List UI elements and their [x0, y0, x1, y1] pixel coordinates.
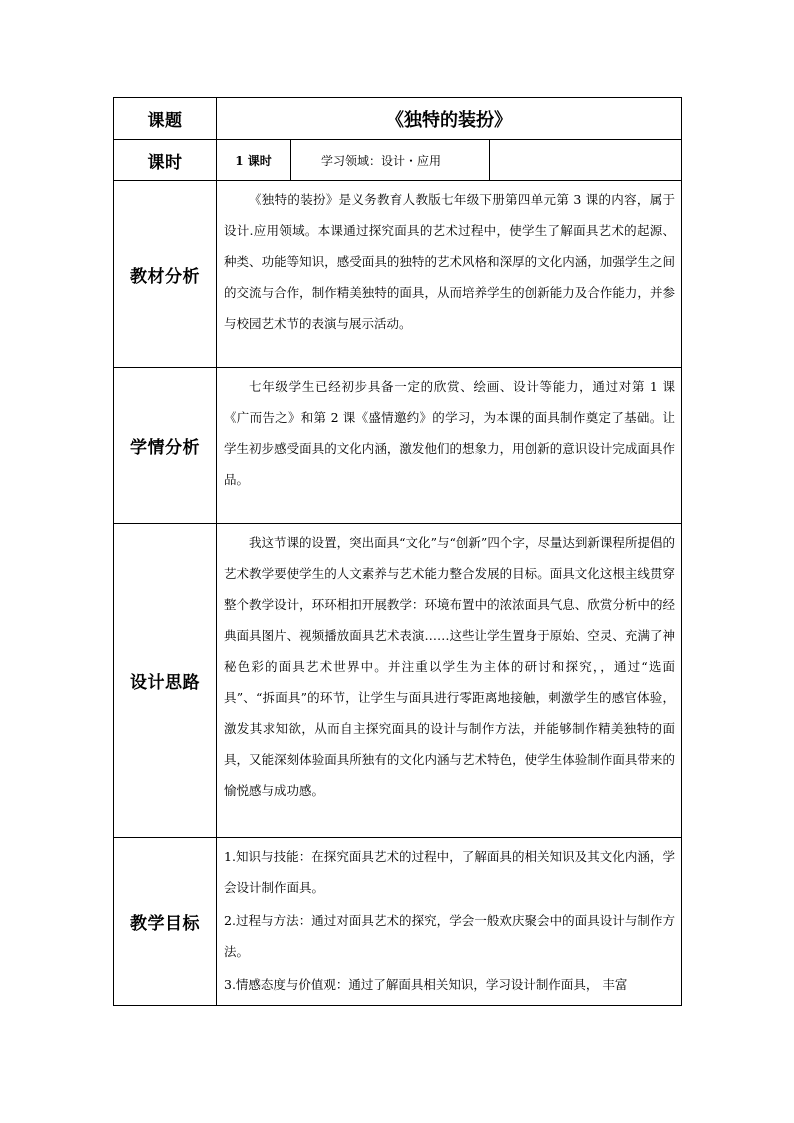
- hours-label: 课时: [114, 140, 217, 181]
- students-row: [114, 368, 682, 524]
- analysis-text: 《独特的装扮》是义务教育人教版七年级下册第四单元第 3 课的内容，属于设计.应用领域。本课通过探究面具的艺术过程中，使学生了解面具艺术的起源、种类、功能等知识，感受面具的独特的艺术风格和深厚的文化内涵，加强学生之间的交流与合作，制作精美独特的面具，从而培养学生的创新能力及合作能力，并参与校园艺术节的表演与展示活动。: [224, 192, 675, 331]
- analysis-cell: [217, 181, 682, 368]
- design-text: 我这节课的设置，突出面具“文化”与“创新”四个字，尽量达到新课程所提倡的艺术教学要使学生的人文素养与艺术能力整合发展的目标。面具文化这根主线贯穿整个教学设计，环环相扣开展教学：环境布置中的浓浓面具气息、欣赏分析中的经典面具图片、视频播放面具艺术表演……这些让学生置身于原始、空灵、充满了神秘色彩的面具艺术世界中。并注重以学生为主体的研讨和探究，，通过“选面具”、“拆面具”的环节，让学生与面具进行零距离地接触，刺激学生的感官体验，激发其求知欲，从而自主探究面具的设计与制作方法，并能够制作精美独特的面具，又能深刻体验面具所独有的文化内涵与艺术特色，使学生体验制作面具带来的愉悦感与成功感。: [224, 535, 675, 798]
- design-cell: [217, 524, 682, 838]
- title-row: [114, 98, 682, 140]
- empty-cell: [490, 140, 681, 180]
- design-label: 设计思路: [114, 524, 217, 838]
- students-text: 七年级学生已经初步具备一定的欣赏、绘画、设计等能力，通过对第 1 课《广而告之》和第 2 课《盛情邀约》的学习，为本课的面具制作奠定了基础。让学生初步感受面具的文化内涵，激发他们的想象力，用创新的意识设计完成面具作品。: [224, 379, 675, 487]
- students-label: 学情分析: [114, 368, 217, 524]
- objectives-cell: [217, 838, 682, 1006]
- hours-row: [114, 140, 682, 181]
- analysis-row: [114, 181, 682, 368]
- lesson-title: 《独特的装扮》: [217, 98, 682, 140]
- learning-field: 学习领域：设计・应用: [291, 140, 490, 180]
- objective-item: 2.过程与方法：通过对面具艺术的探究，学会一般欢庆聚会中的面具设计与制作方法。: [224, 913, 675, 959]
- lesson-plan-table: [113, 97, 682, 1006]
- objectives-label: 教学目标: [114, 838, 217, 1006]
- students-cell: [217, 368, 682, 524]
- hours-value: 1 课时: [217, 140, 291, 180]
- analysis-label: 教材分析: [114, 181, 217, 368]
- title-label: 课题: [114, 98, 217, 140]
- objective-item: 1.知识与技能：在探究面具艺术的过程中，了解面具的相关知识及其文化内涵，学会设计制作面具。: [224, 849, 675, 895]
- hours-cell: [217, 140, 682, 181]
- objectives-row: [114, 838, 682, 1006]
- objective-item: 3.情感态度与价值观：通过了解面具相关知识，学习设计制作面具， 丰富: [224, 977, 628, 992]
- design-row: [114, 524, 682, 838]
